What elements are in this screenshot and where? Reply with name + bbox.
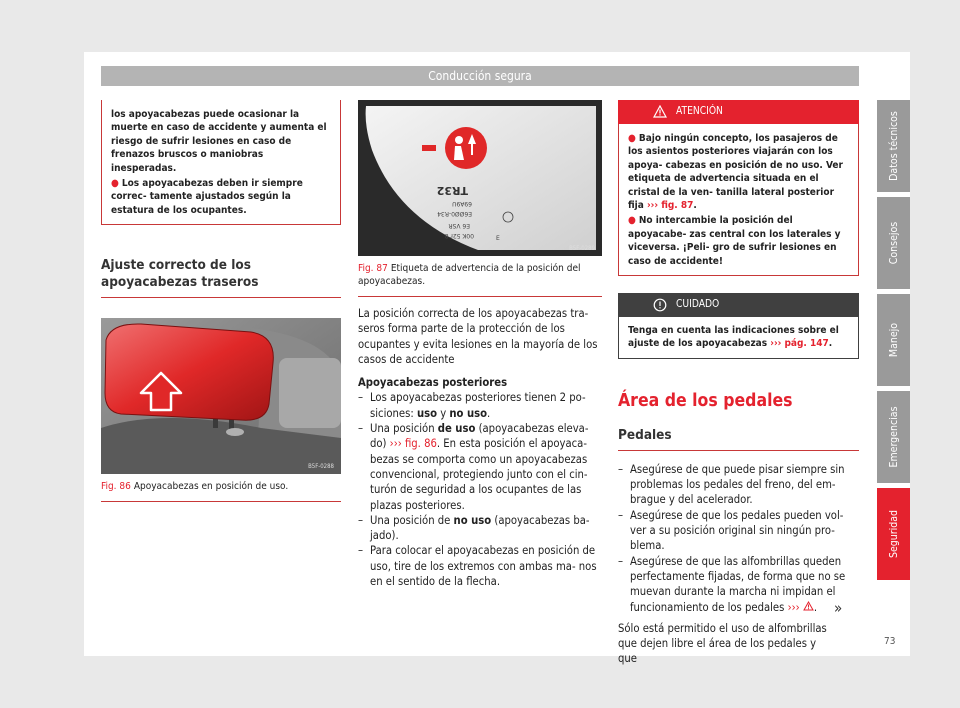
tab-manejo[interactable]: Manejo [877, 294, 910, 386]
list-item: – Asegúrese de que los pedales pueden vol- ver a su posición original sin ningún pro- blema. [618, 508, 859, 554]
figure-caption: Fig. 86 Apoyacabezas en posición de uso. [101, 480, 341, 502]
column-right [618, 100, 859, 667]
headrest-illustration [101, 318, 341, 474]
warning-box [618, 124, 859, 276]
label-text: E6ØØ0-R34 [437, 210, 472, 217]
column-middle [358, 100, 602, 589]
warning-link[interactable]: ››› [787, 600, 800, 614]
list-item: – Los apoyacabezas posteriores tienen 2 po- siciones: uso y no uso. [358, 390, 602, 421]
figure-code: B5F-0288 [308, 463, 334, 471]
closing-paragraph: Sólo está permitido el uso de alfombrillas que dejen libre el área de los pedales y que [618, 621, 827, 666]
warning-bullet: ● Los apoyacabezas deben ir siempre correc- tamente ajustados según la estatura de los ocupantes. [111, 178, 303, 216]
continue-mark: » [834, 599, 843, 617]
label-text: TR32 [436, 184, 468, 197]
body-text [618, 462, 859, 667]
bullet-icon: ● [628, 133, 636, 144]
subheading: Apoyacabezas posteriores [358, 376, 508, 390]
caution-circle-icon [653, 298, 667, 312]
warning-triangle-icon [803, 601, 814, 611]
label-text: 00K 52r 8 [444, 232, 474, 239]
caution-header: CUIDADO [618, 293, 859, 317]
warning-label-illustration [358, 100, 602, 256]
section-title: Área de los pedales [618, 390, 793, 411]
section-heading: Ajuste correcto de los apoyacabezas traseros [101, 257, 341, 298]
list-item: – Asegúrese de que las alfombrillas queden perfectamente fijadas, de forma que no se muevan durante la marcha ni impidan el funcionamiento de los pedales ››› . [618, 554, 859, 615]
tab-seguridad[interactable]: Seguridad [877, 488, 910, 580]
intro-paragraph: La posición correcta de los apoyacabezas tra- seros forma parte de la protección de los ocupantes y evita lesiones en la mayoría de los casos de accidente [358, 307, 598, 366]
figure-link[interactable]: ››› fig. 86 [389, 437, 437, 451]
list-item: – Una posición de uso (apoyacabezas eleva- do) ››› fig. 86. En esta posición el apoyaca- bezas se comporta como un apoyacabezas convencional, protegiendo junto con el cin- turón de seguridad a los ocupantes de las plazas posteriores. [358, 421, 602, 513]
label-text: E6 VSR [448, 222, 470, 229]
tab-emergencias[interactable]: Emergencias [877, 391, 910, 483]
warning-bullet: ● No intercambie la posición del apoyacabe- zas central con los laterales y viceversa. ¡Peli- gro de sufrir lesiones en caso de accidente! [628, 215, 841, 267]
figure-code: B5F-0289 [569, 245, 595, 252]
page-header: Conducción segura [101, 66, 859, 86]
column-left [101, 100, 341, 502]
label-text: 69A9U [452, 200, 472, 207]
subsection-title: Pedales [618, 427, 859, 451]
list-item: – Una posición de no uso (apoyacabezas ba- jado). [358, 513, 602, 544]
figure-link[interactable]: ››› fig. 87 [646, 200, 694, 212]
page-number: 73 [884, 636, 896, 647]
list-item: – Asegúrese de que puede pisar siempre sin problemas los pedales del freno, del em- brague y del acelerador. [618, 462, 859, 508]
page-link[interactable]: ››› pág. 147 [770, 338, 829, 350]
bullet-icon: ● [111, 178, 119, 190]
figure-caption: Fig. 87 Etiqueta de advertencia de la posición del apoyacabezas. [358, 262, 602, 297]
body-text [358, 306, 602, 589]
warning-text: los apoyacabezas puede ocasionar la muerte en caso de accidente y aumenta el riesgo de sufrir lesiones en caso de frenazos bruscos o maniobras inesperadas. [111, 109, 327, 174]
caution-box: Tenga en cuenta las indicaciones sobre el ajuste de los apoyacabezas ››› pág. 147. [618, 317, 859, 359]
warning-continuation-box [101, 100, 341, 225]
figure-86 [101, 318, 341, 474]
label-text: E [496, 235, 500, 242]
tab-consejos[interactable]: Consejos [877, 197, 910, 289]
figure-87 [358, 100, 602, 256]
warning-header: ATENCIÓN [618, 100, 859, 124]
list-item: – Para colocar el apoyacabezas en posición de uso, tire de los extremos con ambas ma- nos en el sentido de la flecha. [358, 543, 602, 589]
warning-triangle-icon [653, 105, 667, 118]
bullet-icon: ● [628, 215, 636, 227]
tab-datos-tecnicos[interactable]: Datos técnicos [877, 100, 910, 192]
warning-bullet: ● Bajo ningún concepto, los pasajeros de los asientos posteriores viajarán con los apoya- cabezas en posición de no uso. Ver etiqueta de advertencia situada en el cristal de la ven- tanilla lateral posterior fija ››› fig. 87. [628, 133, 843, 212]
